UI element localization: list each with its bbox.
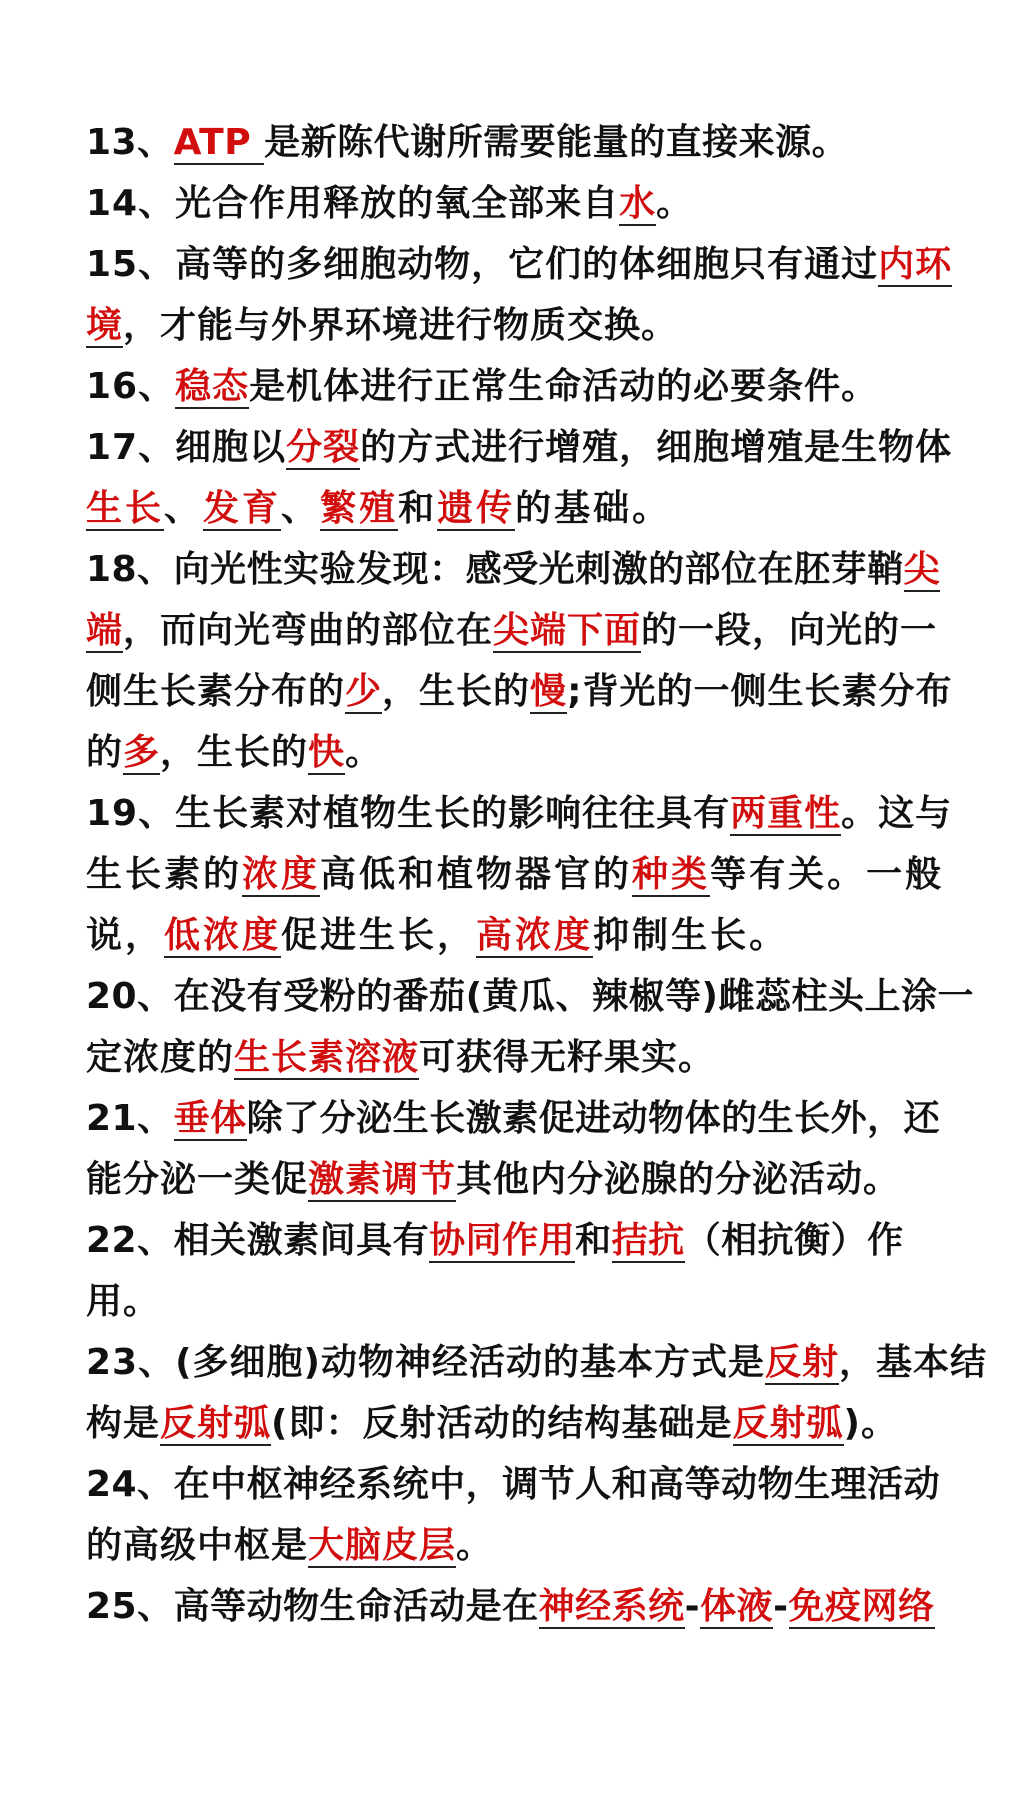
highlighted-answer: 拮抗 bbox=[611, 1220, 685, 1261]
highlighted-answer: 发育 bbox=[203, 488, 282, 529]
line-text: 15、高等的多细胞动物，它们的体细胞只有通过 bbox=[86, 244, 879, 285]
line-text: 25、高等动物生命活动是在 bbox=[86, 1586, 539, 1627]
line-text: 侧生长素分布的 bbox=[86, 671, 346, 712]
text-line bbox=[86, 1088, 946, 1149]
line-text: 14、光合作用释放的氧全部来自 bbox=[86, 183, 620, 224]
text-line bbox=[86, 478, 946, 539]
highlighted-answer: 繁殖 bbox=[320, 488, 399, 529]
line-text: 的 bbox=[86, 732, 124, 773]
highlighted-answer: 垂体 bbox=[173, 1098, 247, 1139]
line-text: ，生长的 bbox=[382, 671, 531, 712]
line-text: 的一段，向光的一 bbox=[641, 610, 938, 651]
text-line bbox=[86, 1393, 946, 1454]
line-text: 说， bbox=[86, 915, 165, 956]
line-text: 和 bbox=[398, 488, 438, 529]
line-text: ，基本结 bbox=[839, 1342, 988, 1383]
line-text: 等有关。一般 bbox=[710, 854, 945, 895]
line-text: 。这与 bbox=[841, 793, 953, 834]
highlighted-answer: 两重性 bbox=[730, 793, 842, 834]
line-text: 。 bbox=[456, 1525, 494, 1566]
highlighted-answer: 生长素溶液 bbox=[234, 1037, 420, 1078]
line-text: (即：反射活动的结构基础是 bbox=[271, 1403, 733, 1444]
text-line bbox=[86, 966, 975, 1027]
text-line bbox=[86, 234, 953, 295]
line-text: 18、向光性实验发现：感受光刺激的部位在胚芽鞘 bbox=[86, 549, 904, 590]
highlighted-answer: 免疫网络 bbox=[788, 1586, 935, 1627]
line-text: ，而向光弯曲的部位在 bbox=[123, 610, 494, 651]
text-line bbox=[86, 600, 946, 661]
line-text: 。 bbox=[656, 183, 694, 224]
line-text: 构是 bbox=[86, 1403, 161, 1444]
text-line bbox=[86, 112, 946, 173]
highlighted-answer: 遗传 bbox=[437, 488, 516, 529]
text-line bbox=[86, 905, 946, 966]
text-line bbox=[86, 1210, 946, 1271]
text-line bbox=[86, 1332, 988, 1393]
line-text: 的高级中枢是 bbox=[86, 1525, 309, 1566]
line-text: ;背光的一侧生长素分布 bbox=[567, 671, 953, 712]
line-text: 13、 bbox=[86, 122, 174, 163]
highlighted-answer: 生长 bbox=[86, 488, 165, 529]
line-text: 的基础。 bbox=[515, 488, 672, 529]
line-text: 、 bbox=[164, 488, 204, 529]
highlighted-answer: 反射弧 bbox=[732, 1403, 844, 1444]
line-text: 促进生长， bbox=[281, 915, 477, 956]
highlighted-answer: 激素调节 bbox=[308, 1159, 457, 1200]
highlighted-answer: 种类 bbox=[632, 854, 711, 895]
line-text: 除了分泌生长激素促进动物体的生长外，还 bbox=[246, 1098, 941, 1139]
line-text: （相抗衡）作 bbox=[684, 1220, 904, 1261]
highlighted-answer: 水 bbox=[619, 183, 657, 224]
line-text: 22、相关激素间具有 bbox=[86, 1220, 430, 1261]
line-text: 能分泌一类促 bbox=[86, 1159, 309, 1200]
line-text: ，才能与外界环境进行物质交换。 bbox=[123, 305, 679, 346]
highlighted-answer: 尖 bbox=[903, 549, 941, 590]
line-text: 是新陈代谢所需要能量的直接来源。 bbox=[264, 122, 849, 163]
text-line bbox=[86, 1027, 946, 1088]
line-text: 用。 bbox=[86, 1281, 161, 1322]
line-text: 生长素的 bbox=[86, 854, 243, 895]
line-text: 17、细胞以 bbox=[86, 427, 287, 468]
text-line bbox=[86, 1149, 946, 1210]
line-text: ，生长的 bbox=[160, 732, 309, 773]
line-text: 可获得无籽果实。 bbox=[419, 1037, 716, 1078]
highlighted-answer: ATP bbox=[173, 122, 265, 163]
text-line bbox=[86, 722, 946, 783]
highlighted-answer: 低浓度 bbox=[164, 915, 282, 956]
highlighted-answer: 端 bbox=[86, 610, 124, 651]
highlighted-answer: 反射弧 bbox=[160, 1403, 272, 1444]
line-text: - bbox=[773, 1586, 789, 1627]
highlighted-answer: 快 bbox=[308, 732, 346, 773]
highlighted-answer: 协同作用 bbox=[429, 1220, 576, 1261]
text-line bbox=[86, 1271, 946, 1332]
line-text: 19、生长素对植物生长的影响往往具有 bbox=[86, 793, 731, 834]
highlighted-answer: 少 bbox=[345, 671, 383, 712]
text-line bbox=[86, 295, 946, 356]
line-text: 24、在中枢神经系统中，调节人和高等动物生理活动 bbox=[86, 1464, 941, 1505]
highlighted-answer: 体液 bbox=[700, 1586, 774, 1627]
text-line bbox=[86, 173, 946, 234]
line-text: 16、 bbox=[86, 366, 176, 407]
highlighted-answer: 慢 bbox=[530, 671, 568, 712]
line-text: 的方式进行增殖，细胞增殖是生物体 bbox=[360, 427, 953, 468]
highlighted-answer: 反射 bbox=[765, 1342, 840, 1383]
notes-text-body bbox=[86, 112, 988, 1637]
highlighted-answer: 多 bbox=[123, 732, 161, 773]
line-text: 、 bbox=[281, 488, 321, 529]
line-text: 20、在没有受粉的番茄(黄瓜、辣椒等)雌蕊柱头上涂一 bbox=[86, 976, 975, 1017]
line-text: )。 bbox=[843, 1403, 898, 1444]
line-text: 。 bbox=[345, 732, 383, 773]
line-text: 其他内分泌腺的分泌活动。 bbox=[456, 1159, 901, 1200]
line-text: - bbox=[684, 1586, 701, 1627]
highlighted-answer: 稳态 bbox=[175, 366, 250, 407]
text-line bbox=[86, 661, 953, 722]
text-line bbox=[86, 844, 946, 905]
text-line bbox=[86, 1454, 946, 1515]
text-line bbox=[86, 1515, 946, 1576]
highlighted-answer: 高浓度 bbox=[476, 915, 594, 956]
highlighted-answer: 内环 bbox=[878, 244, 953, 285]
highlighted-answer: 神经系统 bbox=[538, 1586, 685, 1627]
line-text: 21、 bbox=[86, 1098, 174, 1139]
line-text: 是机体进行正常生命活动的必要条件。 bbox=[249, 366, 879, 407]
line-text: 23、(多细胞)动物神经活动的基本方式是 bbox=[86, 1342, 766, 1383]
highlighted-answer: 大脑皮层 bbox=[308, 1525, 457, 1566]
highlighted-answer: 尖端下面 bbox=[493, 610, 642, 651]
line-text: 定浓度的 bbox=[86, 1037, 235, 1078]
text-line bbox=[86, 1576, 946, 1637]
line-text: 高低和植物器官的 bbox=[320, 854, 633, 895]
highlighted-answer: 境 bbox=[86, 305, 124, 346]
highlighted-answer: 浓度 bbox=[242, 854, 321, 895]
line-text: 和 bbox=[575, 1220, 612, 1261]
highlighted-answer: 分裂 bbox=[286, 427, 361, 468]
text-line bbox=[86, 539, 946, 600]
line-text: 抑制生长。 bbox=[593, 915, 789, 956]
text-line bbox=[86, 417, 953, 478]
text-line bbox=[86, 783, 953, 844]
text-line bbox=[86, 356, 946, 417]
